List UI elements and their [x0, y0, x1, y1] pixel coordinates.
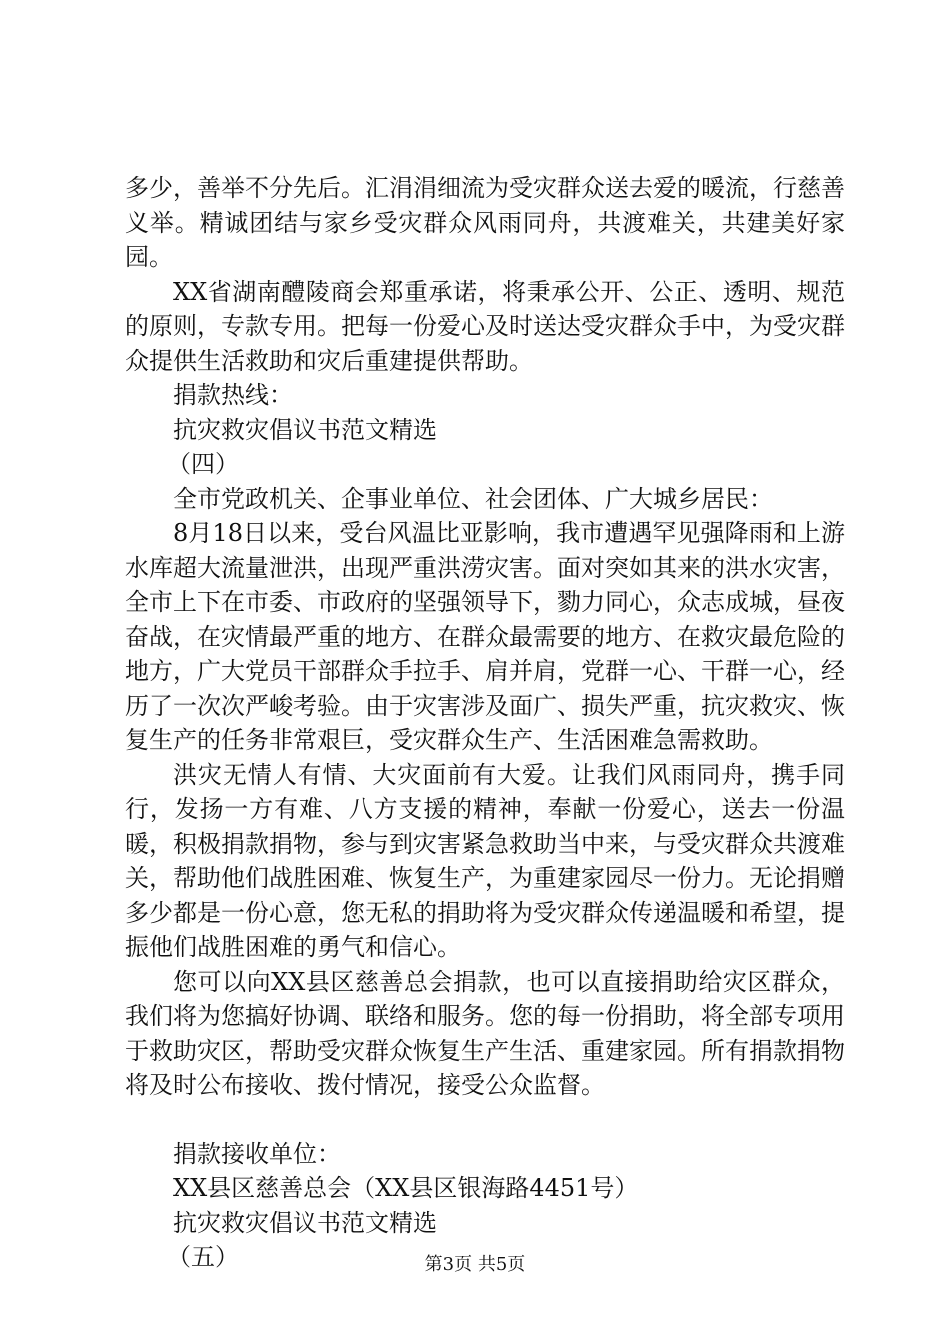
document-body: [125, 171, 845, 1275]
paragraph-donation-info: 您可以向XX县区慈善总会捐款，也可以直接捐助给灾区群众，我们将为您搞好协调、联络和服务。您的每一份捐助，将全部专项用于救助灾区，帮助受灾群众恢复生产生活、重建家园。所有捐款捐物将及时公布接收、拨付情况，接受公众监督。: [125, 967, 845, 1099]
page-footer: 第3页 共5页: [424, 1254, 526, 1275]
section-number: （五）: [167, 1243, 239, 1271]
paragraph-appeal: 洪灾无情人有情、大灾面前有大爱。让我们风雨同舟，携手同行，发扬一方有难、八方支援的精神，奉献一份爱心，送去一份温暖，积极捐款捐物，参与到灾害紧急救助当中来，与受灾群众共渡难关，帮助他们战胜困难、恢复生产，为重建家园尽一份力。无论捐赠多少都是一份心意，您无私的捐助将为受灾群众传递温暖和希望，提振他们战胜困难的勇气和信心。: [125, 760, 845, 961]
section-number: （四）: [167, 450, 239, 478]
donation-hotline-label: 捐款热线：: [173, 381, 293, 409]
section-heading: 抗灾救灾倡议书范文精选: [173, 415, 437, 444]
recipient-name: XX县区慈善总会（XX县区银海路4451号）: [173, 1174, 639, 1202]
paragraph-disaster: 8月18日以来，受台风温比亚影响，我市遭遇罕见强降雨和上游水库超大流量泄洪，出现严重洪涝灾害。面对突如其来的洪水灾害，全市上下在市委、市政府的坚强领导下，勠力同心，众志成城，昼夜奋战，在灾情最严重的地方、在群众最需要的地方、在救灾最危险的地方，广大党员干部群众手拉手、肩并肩，党群一心、干群一心，经历了一次次严峻考验。由于灾害涉及面广、损失严重，抗灾救灾、恢复生产的任务非常艰巨，受灾群众生产、生活困难急需救助。: [125, 519, 845, 754]
paragraph-commitment: XX省湖南醴陵商会郑重承诺，将秉承公开、公正、透明、规范的原则，专款专用。把每一份爱心及时送达受灾群众手中，为受灾群众提供生活救助和灾后重建提供帮助。: [125, 277, 845, 375]
paragraph-continued: 多少，善举不分先后。汇涓涓细流为受灾群众送去爱的暖流，行慈善义举。精诚团结与家乡受灾群众风雨同舟，共渡难关，共建美好家园。: [125, 174, 845, 271]
section-heading: 抗灾救灾倡议书范文精选: [173, 1208, 437, 1237]
paragraph-gap: [125, 1103, 845, 1137]
salutation: 全市党政机关、企事业单位、社会团体、广大城乡居民：: [173, 484, 773, 513]
recipient-label: 捐款接收单位：: [173, 1139, 341, 1168]
